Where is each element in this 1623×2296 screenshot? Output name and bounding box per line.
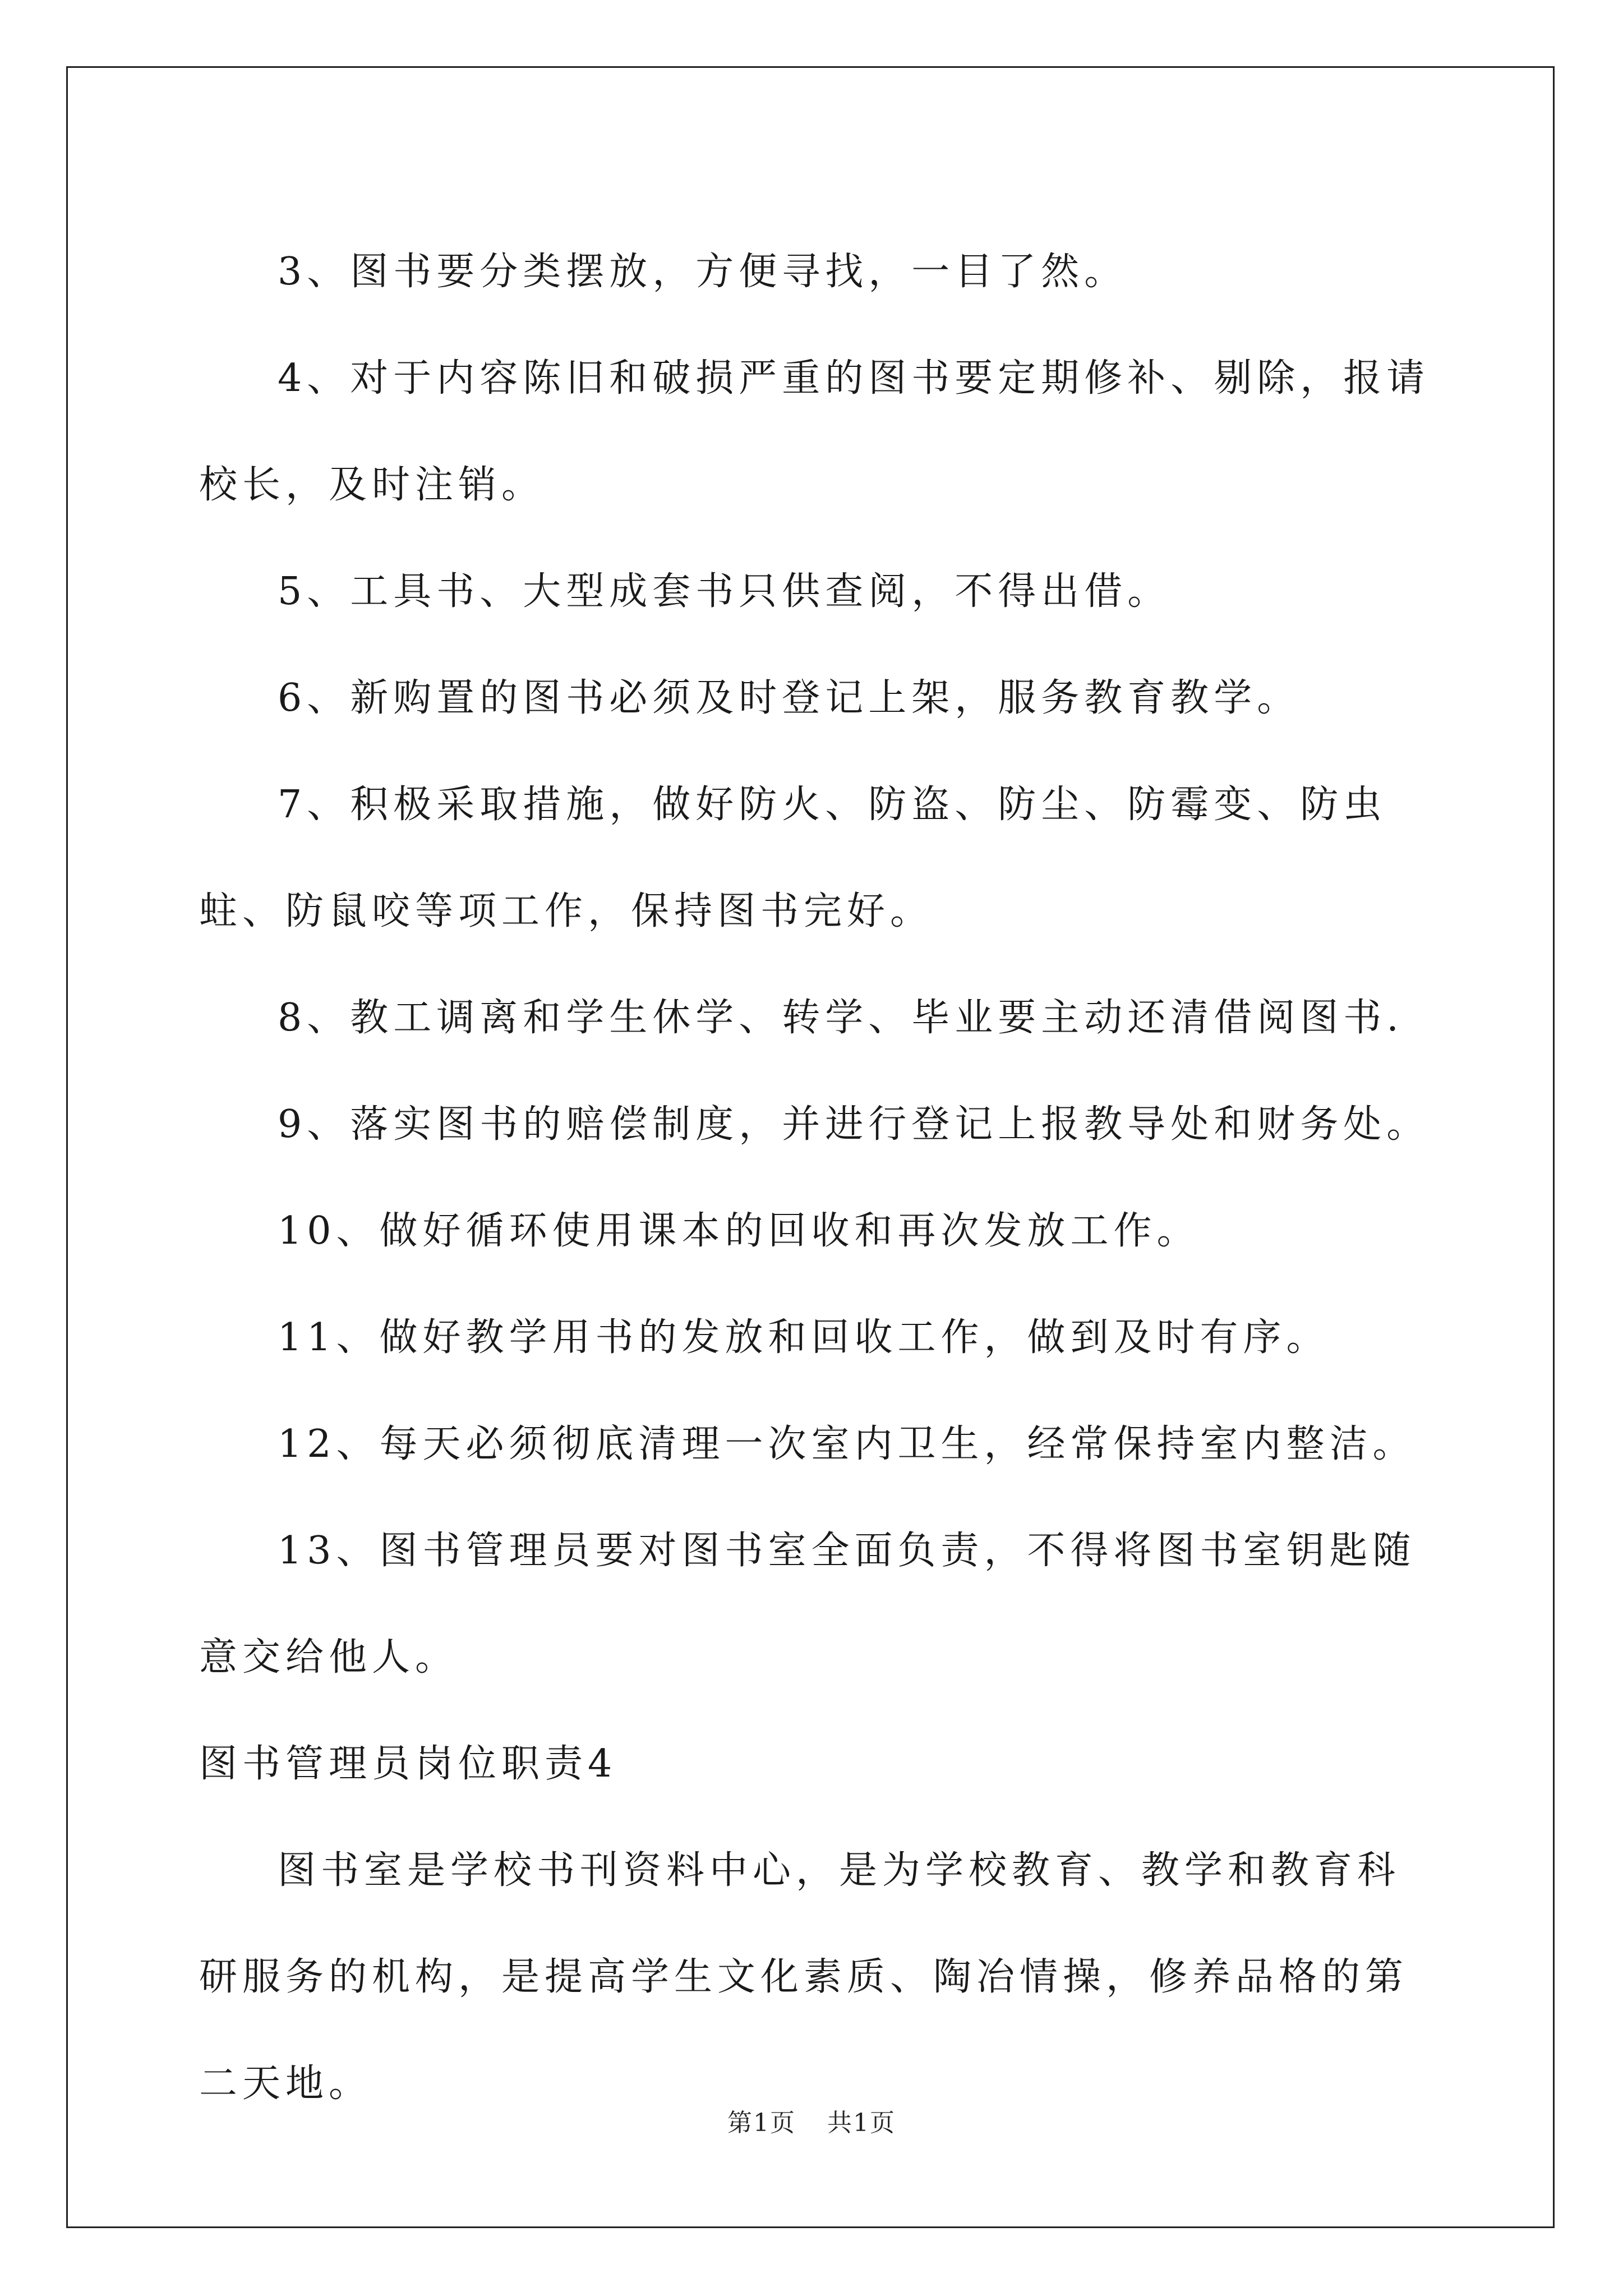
paragraph-item-8: 8、教工调离和学生休学、转学、毕业要主动还清借阅图书. — [278, 996, 1404, 1040]
paragraph-item-5: 5、工具书、大型成套书只供查阅，不得出借。 — [278, 569, 1171, 614]
document-body — [199, 219, 1433, 2137]
paragraph-item-12: 12、每天必须彻底清理一次室内卫生，经常保持室内整洁。 — [278, 1422, 1416, 1466]
page-number: 第1页 — [727, 2109, 796, 2137]
paragraph-item-11: 11、做好教学用书的发放和回收工作，做到及时有序。 — [278, 1315, 1330, 1360]
paragraph-item-7: 7、积极采取措施，做好防火、防盗、防尘、防霉变、防虫蛀、防鼠咬等项工作，保持图书完好。 — [199, 783, 1387, 933]
section-heading: 图书管理员岗位职责4 — [199, 1742, 617, 1786]
paragraph-item-13: 13、图书管理员要对图书室全面负责，不得将图书室钥匙随意交给他人。 — [199, 1529, 1416, 1680]
paragraph-item-3: 3、图书要分类摆放，方便寻找，一目了然。 — [278, 250, 1128, 294]
paragraph-item-4: 4、对于内容陈旧和破损严重的图书要定期修补、剔除，报请校长，及时注销。 — [199, 356, 1430, 507]
paragraph-intro: 图书室是学校书刊资料中心，是为学校教育、教学和教育科研服务的机构，是提高学生文化素质、陶冶情操，修养品格的第二天地。 — [199, 1848, 1409, 2106]
page-footer — [0, 2102, 1623, 2138]
page-total: 共1页 — [827, 2109, 896, 2137]
paragraph-item-10: 10、做好循环使用课本的回收和再次发放工作。 — [278, 1209, 1200, 1253]
paragraph-item-9: 9、落实图书的赔偿制度，并进行登记上报教导处和财务处。 — [278, 1102, 1430, 1147]
paragraph-item-6: 6、新购置的图书必须及时登记上架，服务教育教学。 — [278, 676, 1301, 720]
